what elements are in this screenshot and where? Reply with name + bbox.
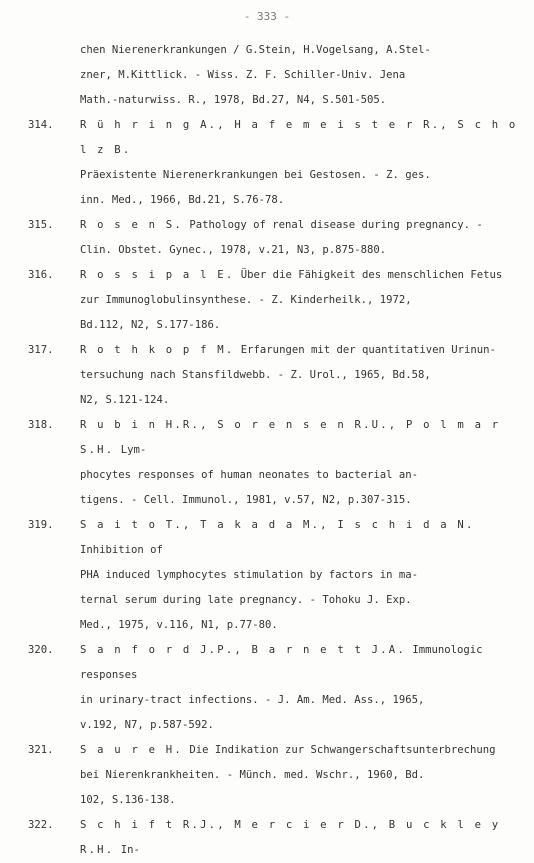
entry-number: 316. bbox=[28, 269, 54, 281]
entry-number: 319. bbox=[28, 519, 54, 531]
entry-text: Über die Fähigkeit des menschlichen Fetus zur Immunoglobulinsynthese. - Z. Kinderheilk., 1972, Bd.112, N2, S.177-186. bbox=[80, 269, 503, 331]
entry-text: Die Indikation zur Schwangerschaftsunterbrechung bei Nierenkrankheiten. - Münch. med. Wschr., 1960, Bd. 102, S.136-138. bbox=[80, 744, 496, 806]
entry-authors: R o s s i p a l E. bbox=[80, 269, 235, 281]
entry-body bbox=[80, 738, 520, 813]
entry-text: Pathology of renal disease during pregnancy. - Clin. Obstet. Gynec., 1978, v.21, N3, p.875-880. bbox=[80, 219, 483, 256]
list-item bbox=[28, 413, 520, 513]
entry-authors: S a u r e H. bbox=[80, 744, 183, 756]
entry-body bbox=[80, 263, 520, 338]
entry-number: 320. bbox=[28, 644, 54, 656]
bibliography-list bbox=[28, 38, 520, 863]
entry-number: 322. bbox=[28, 819, 54, 831]
entry-number: 321. bbox=[28, 744, 54, 756]
entry-text: In- bbox=[120, 844, 140, 856]
list-item bbox=[28, 513, 520, 638]
list-item bbox=[28, 338, 520, 413]
entry-number: 315. bbox=[28, 219, 54, 231]
entry-authors: R o s e n S. bbox=[80, 219, 183, 231]
list-item bbox=[28, 38, 520, 113]
entry-body bbox=[80, 213, 520, 263]
entry-authors: S c h i f t R.J., M e r c i e r D., B u c k l e y R.H. bbox=[80, 819, 501, 856]
entry-body bbox=[80, 513, 520, 638]
entry-body bbox=[80, 413, 520, 513]
list-item bbox=[28, 738, 520, 813]
list-item bbox=[28, 263, 520, 338]
entry-authors: R o t h k o p f M. bbox=[80, 344, 235, 356]
list-item bbox=[28, 638, 520, 738]
list-item bbox=[28, 213, 520, 263]
entry-text: chen Nierenerkrankungen / G.Stein, H.Vogelsang, A.Stel- zner, M.Kittlick. - Wiss. Z. F. Schiller-Univ. Jena Math.-naturwiss. R., 1978, Bd.27, N4, S.501-505. bbox=[80, 44, 431, 106]
entry-text: Erfarungen mit der quantitativen Urinun- tersuchung nach Stansfildwebb. - Z. Urol., 1965, Bd.58, N2, S.121-124. bbox=[80, 344, 496, 406]
entry-text: Inhibition of PHA induced lymphocytes stimulation by factors in ma- ternal serum during late pregnancy. - Tohoku J. Exp. Med., 1975, v.116, N1, p.77-80. bbox=[80, 544, 419, 631]
entry-text: Lym- phocytes responses of human neonates to bacterial an- tigens. - Cell. Immunol., 1981, v.57, N2, p.307-315. bbox=[80, 444, 419, 506]
entry-authors: S a i t o T., T a k a d a M., I s c h i d a N. bbox=[80, 519, 475, 531]
entry-body bbox=[80, 813, 520, 863]
entry-authors: S a n f o r d J.P., B a r n e t t J.A. bbox=[80, 644, 406, 656]
entry-body bbox=[80, 113, 520, 213]
list-item bbox=[28, 813, 520, 863]
page-number: - 333 - bbox=[243, 10, 291, 23]
entry-authors: R u b i n H.R., S o r e n s e n R.U., P o l m a r S.H. bbox=[80, 419, 501, 456]
entry-number: 317. bbox=[28, 344, 54, 356]
entry-body bbox=[80, 638, 520, 738]
entry-text: Präexistente Nierenerkrankungen bei Gestosen. - Z. ges. inn. Med., 1966, Bd.21, S.76-78. bbox=[80, 169, 431, 206]
list-item bbox=[28, 113, 520, 213]
entry-text: Immunologic responses in urinary-tract infections. - J. Am. Med. Ass., 1965, v.192, N7, p.587-592. bbox=[80, 644, 483, 731]
entry-body bbox=[80, 338, 520, 413]
entry-number: 318. bbox=[28, 419, 54, 431]
entry-authors: R ü h r i n g A., H a f e m e i s t e r R., S c h o l z B. bbox=[80, 119, 518, 156]
entry-number: 314. bbox=[28, 119, 54, 131]
